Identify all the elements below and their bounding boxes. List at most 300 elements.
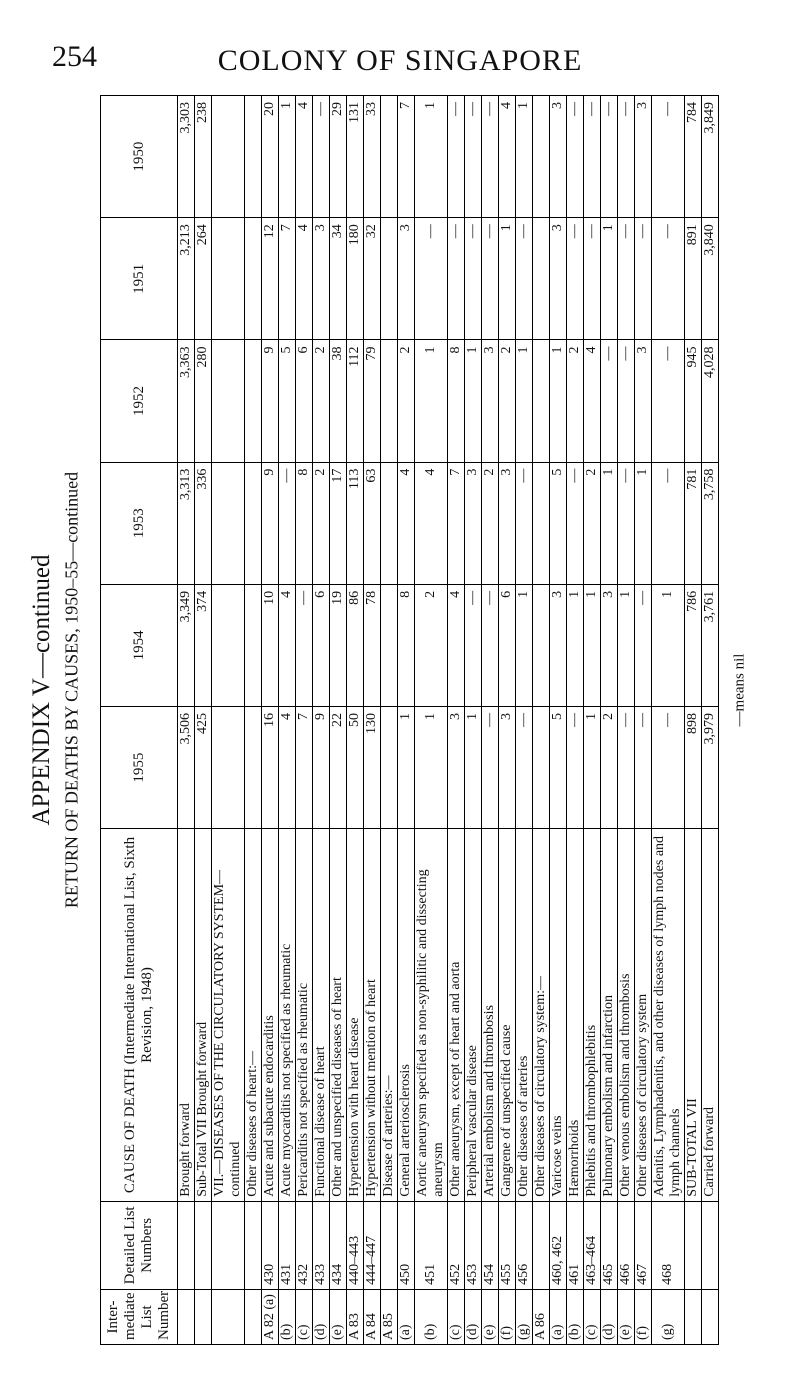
value-cell: 3,506 (178, 707, 195, 829)
value-cell: 4 (279, 707, 296, 829)
value-cell (245, 340, 262, 462)
intermediate-number-cell: (g) (516, 1289, 533, 1344)
value-cell (533, 218, 550, 340)
value-cell (381, 462, 398, 584)
intermediate-number-cell: (c) (584, 1289, 601, 1344)
value-cell: 1 (567, 584, 584, 706)
table-row (398, 96, 415, 1345)
value-cell: 2 (482, 462, 499, 584)
value-cell: — (448, 218, 465, 340)
value-cell: 3,761 (702, 584, 719, 706)
value-cell: 29 (330, 96, 347, 218)
value-cell: 19 (330, 584, 347, 706)
value-cell: — (652, 218, 685, 340)
value-cell: 1 (652, 584, 685, 706)
detailed-list-cell: 455 (499, 1201, 516, 1289)
intermediate-number-cell: A 85 (381, 1289, 398, 1344)
appendix-title: APPENDIX V—continued (28, 554, 55, 826)
value-cell: 3 (313, 218, 330, 340)
detailed-list-cell (178, 1201, 195, 1289)
value-cell: 86 (347, 584, 364, 706)
table-row (635, 96, 652, 1345)
value-cell (381, 340, 398, 462)
value-cell: 180 (347, 218, 364, 340)
table-row (550, 96, 567, 1345)
value-cell: — (635, 707, 652, 829)
intermediate-number-cell: (b) (279, 1289, 296, 1344)
cause-cell: Gangrene of unspecified cause (499, 829, 516, 1202)
value-cell (212, 340, 245, 462)
detailed-list-cell (195, 1201, 212, 1289)
value-cell: 3,363 (178, 340, 195, 462)
value-cell: — (635, 218, 652, 340)
value-cell: 1 (584, 707, 601, 829)
value-cell: 3 (601, 584, 618, 706)
value-cell: 784 (685, 96, 702, 218)
value-cell: 6 (296, 340, 313, 462)
cause-cell: Phlebitis and thrombophlebitis (584, 829, 601, 1202)
value-cell: — (465, 584, 482, 706)
page-number: 254 (52, 40, 97, 73)
intermediate-number-cell: (a) (398, 1289, 415, 1344)
value-cell: 3 (550, 96, 567, 218)
value-cell: 63 (364, 462, 381, 584)
table-row (499, 96, 516, 1345)
value-cell: 425 (195, 707, 212, 829)
value-cell (381, 96, 398, 218)
intermediate-number-cell: (d) (601, 1289, 618, 1344)
value-cell: 4 (296, 96, 313, 218)
value-cell: 16 (262, 707, 279, 829)
value-cell: 374 (195, 584, 212, 706)
detailed-list-cell: 440–443 (347, 1201, 364, 1289)
cause-cell: Varicose veins (550, 829, 567, 1202)
value-cell: 1 (465, 340, 482, 462)
value-cell: — (567, 707, 584, 829)
table-row (296, 96, 313, 1345)
detailed-list-cell: 456 (516, 1201, 533, 1289)
value-cell: — (482, 96, 499, 218)
cause-cell: Other diseases of circulatory system (635, 829, 652, 1202)
value-cell: 336 (195, 462, 212, 584)
intermediate-number-cell (245, 1289, 262, 1344)
deaths-table (100, 95, 719, 1345)
value-cell: — (567, 218, 584, 340)
table-row (584, 96, 601, 1345)
value-cell: 1 (516, 96, 533, 218)
value-cell: 131 (347, 96, 364, 218)
value-cell: 78 (364, 584, 381, 706)
intermediate-number-cell: A 82 (a) (262, 1289, 279, 1344)
table-row (279, 96, 296, 1345)
cause-cell: Other venous embolism and thrombosis (618, 829, 635, 1202)
value-cell: 9 (262, 340, 279, 462)
header-detailed-list: Detailed List Numbers (101, 1201, 178, 1289)
cause-cell: Pericarditis not specified as rheumatic (296, 829, 313, 1202)
intermediate-number-cell: (c) (296, 1289, 313, 1344)
intermediate-number-cell (685, 1289, 702, 1344)
value-cell: 12 (262, 218, 279, 340)
detailed-list-cell: 467 (635, 1201, 652, 1289)
intermediate-number-cell (178, 1289, 195, 1344)
running-title: COLONY OF SINGAPORE (217, 44, 583, 77)
cause-cell: Brought forward (178, 829, 195, 1202)
value-cell: — (448, 96, 465, 218)
table-row (313, 96, 330, 1345)
detailed-list-cell: 460, 462 (550, 1201, 567, 1289)
table-row (212, 96, 245, 1345)
value-cell: 2 (415, 584, 448, 706)
value-cell: — (601, 96, 618, 218)
cause-cell: Acute and subacute endocarditis (262, 829, 279, 1202)
value-cell: 6 (499, 584, 516, 706)
value-cell (381, 218, 398, 340)
intermediate-number-cell: (f) (635, 1289, 652, 1344)
detailed-list-cell: 431 (279, 1201, 296, 1289)
value-cell: — (601, 340, 618, 462)
value-cell: 2 (313, 462, 330, 584)
cause-cell: Arterial embolism and thrombosis (482, 829, 499, 1202)
value-cell: 32 (364, 218, 381, 340)
value-cell: — (516, 462, 533, 584)
header-year: 1950 (101, 96, 178, 218)
table-row (347, 96, 364, 1345)
table-row (618, 96, 635, 1345)
cause-cell: Acute myocarditis not specified as rheumatic (279, 829, 296, 1202)
value-cell (533, 584, 550, 706)
value-cell: — (279, 462, 296, 584)
detailed-list-cell (685, 1201, 702, 1289)
value-cell: 9 (262, 462, 279, 584)
intermediate-number-cell: (b) (567, 1289, 584, 1344)
cause-cell: Functional disease of heart (313, 829, 330, 1202)
value-cell: 1 (618, 584, 635, 706)
intermediate-number-cell: (c) (448, 1289, 465, 1344)
value-cell: 3,313 (178, 462, 195, 584)
value-cell: 4 (279, 584, 296, 706)
value-cell: — (567, 96, 584, 218)
detailed-list-cell: 465 (601, 1201, 618, 1289)
table-row (262, 96, 279, 1345)
value-cell: 3,349 (178, 584, 195, 706)
table-row (601, 96, 618, 1345)
value-cell: 8 (296, 462, 313, 584)
value-cell: — (482, 707, 499, 829)
value-cell: 3 (499, 462, 516, 584)
value-cell: 17 (330, 462, 347, 584)
value-cell: 898 (685, 707, 702, 829)
value-cell (245, 707, 262, 829)
value-cell (212, 584, 245, 706)
value-cell: 3 (398, 218, 415, 340)
value-cell: — (618, 340, 635, 462)
detailed-list-cell: 466 (618, 1201, 635, 1289)
table-row (702, 96, 719, 1345)
table-row (685, 96, 702, 1345)
intermediate-number-cell: (b) (415, 1289, 448, 1344)
intermediate-number-cell: (e) (482, 1289, 499, 1344)
value-cell: — (482, 218, 499, 340)
value-cell: 2 (567, 340, 584, 462)
value-cell: 5 (550, 707, 567, 829)
rotated-table (100, 95, 717, 1345)
value-cell: 3 (550, 218, 567, 340)
value-cell: 2 (584, 462, 601, 584)
table-row (516, 96, 533, 1345)
intermediate-number-cell: (d) (313, 1289, 330, 1344)
value-cell: — (584, 218, 601, 340)
cause-cell: Other diseases of circulatory system:— (533, 829, 550, 1202)
detailed-list-cell: 452 (448, 1201, 465, 1289)
value-cell: 781 (685, 462, 702, 584)
cause-cell: Sub-Total VII Brought forward (195, 829, 212, 1202)
table-frame (100, 95, 717, 1345)
value-cell: — (465, 96, 482, 218)
value-cell (533, 462, 550, 584)
intermediate-number-cell: (e) (330, 1289, 347, 1344)
detailed-list-cell: 468 (652, 1201, 685, 1289)
value-cell: — (584, 96, 601, 218)
intermediate-number-cell: A 86 (533, 1289, 550, 1344)
cause-cell: General arteriosclerosis (398, 829, 415, 1202)
table-row (482, 96, 499, 1345)
cause-cell: SUB-TOTAL VII (685, 829, 702, 1202)
value-cell: 1 (279, 96, 296, 218)
value-cell: 3 (482, 340, 499, 462)
intermediate-number-cell: (f) (499, 1289, 516, 1344)
value-cell: — (465, 218, 482, 340)
value-cell: 4 (296, 218, 313, 340)
cause-cell: Adenitis, Lymphadenitis, and other diseases of lymph nodes and lymph channels (652, 829, 685, 1202)
value-cell: 3,303 (178, 96, 195, 218)
value-cell: 3 (499, 707, 516, 829)
detailed-list-cell: 450 (398, 1201, 415, 1289)
value-cell (533, 707, 550, 829)
value-cell: 1 (601, 218, 618, 340)
value-cell: 280 (195, 340, 212, 462)
header-year: 1955 (101, 707, 178, 829)
detailed-list-cell: 433 (313, 1201, 330, 1289)
cause-cell: Aortic aneurysm specified as non-syphilitic and dissecting aneurysm (415, 829, 448, 1202)
value-cell: 3 (635, 340, 652, 462)
value-cell: 786 (685, 584, 702, 706)
table-row (448, 96, 465, 1345)
value-cell: 4 (398, 462, 415, 584)
table-row (245, 96, 262, 1345)
value-cell: — (618, 96, 635, 218)
value-cell: 264 (195, 218, 212, 340)
value-cell: 9 (313, 707, 330, 829)
detailed-list-cell: 454 (482, 1201, 499, 1289)
value-cell: — (415, 218, 448, 340)
value-cell: 3,979 (702, 707, 719, 829)
footnote: —means nil (731, 653, 748, 727)
detailed-list-cell: 451 (415, 1201, 448, 1289)
value-cell: 1 (415, 340, 448, 462)
detailed-list-cell: 444–447 (364, 1201, 381, 1289)
value-cell: 1 (415, 707, 448, 829)
value-cell: 2 (398, 340, 415, 462)
detailed-list-cell: 453 (465, 1201, 482, 1289)
intermediate-number-cell: (a) (550, 1289, 567, 1344)
value-cell: 3,758 (702, 462, 719, 584)
value-cell: — (567, 462, 584, 584)
value-cell: 1 (516, 340, 533, 462)
header-year: 1954 (101, 584, 178, 706)
value-cell (212, 462, 245, 584)
cause-cell: Carried forward (702, 829, 719, 1202)
value-cell: 3,213 (178, 218, 195, 340)
value-cell: 33 (364, 96, 381, 218)
value-cell: — (296, 584, 313, 706)
value-cell (533, 96, 550, 218)
table-row (567, 96, 584, 1345)
detailed-list-cell: 461 (567, 1201, 584, 1289)
value-cell: 238 (195, 96, 212, 218)
value-cell: 3,840 (702, 218, 719, 340)
cause-cell: Other aneurysm, except of heart and aorta (448, 829, 465, 1202)
value-cell: — (652, 96, 685, 218)
table-row (330, 96, 347, 1345)
value-cell: 7 (279, 218, 296, 340)
value-cell: 1 (465, 707, 482, 829)
value-cell (533, 340, 550, 462)
intermediate-number-cell: (g) (652, 1289, 685, 1344)
table-title: RETURN OF DEATHS BY CAUSES, 1950–55—continued (61, 471, 82, 909)
intermediate-number-cell (212, 1289, 245, 1344)
value-cell: — (516, 707, 533, 829)
value-cell: 6 (313, 584, 330, 706)
value-cell: 4 (584, 340, 601, 462)
table-row (415, 96, 448, 1345)
value-cell: 130 (364, 707, 381, 829)
intermediate-number-cell: (d) (465, 1289, 482, 1344)
value-cell: 3,849 (702, 96, 719, 218)
value-cell: 1 (550, 340, 567, 462)
table-row (381, 96, 398, 1345)
cause-cell: VII.—DISEASES OF THE CIRCULATORY SYSTEM—continued (212, 829, 245, 1202)
value-cell: 8 (448, 340, 465, 462)
value-cell: 945 (685, 340, 702, 462)
value-cell: — (652, 462, 685, 584)
value-cell: 5 (279, 340, 296, 462)
table-row (533, 96, 550, 1345)
value-cell: 891 (685, 218, 702, 340)
header-year: 1951 (101, 218, 178, 340)
value-cell (245, 96, 262, 218)
cause-cell: Pulmonary embolism and infarction (601, 829, 618, 1202)
table-row (465, 96, 482, 1345)
value-cell: 4 (448, 584, 465, 706)
value-cell: 50 (347, 707, 364, 829)
detailed-list-cell (245, 1201, 262, 1289)
value-cell: 1 (516, 584, 533, 706)
value-cell (245, 462, 262, 584)
value-cell (212, 707, 245, 829)
value-cell: 5 (550, 462, 567, 584)
detailed-list-cell: 434 (330, 1201, 347, 1289)
value-cell: 3 (550, 584, 567, 706)
value-cell: 34 (330, 218, 347, 340)
value-cell: 1 (415, 96, 448, 218)
value-cell: 3 (635, 96, 652, 218)
cause-cell: Hypertension without mention of heart (364, 829, 381, 1202)
value-cell: 113 (347, 462, 364, 584)
header-year: 1952 (101, 340, 178, 462)
value-cell: 2 (499, 340, 516, 462)
value-cell (212, 96, 245, 218)
value-cell: 3 (448, 707, 465, 829)
value-cell: — (618, 218, 635, 340)
value-cell: 8 (398, 584, 415, 706)
detailed-list-cell (702, 1201, 719, 1289)
value-cell: 2 (601, 707, 618, 829)
table-row (178, 96, 195, 1345)
intermediate-number-cell (195, 1289, 212, 1344)
header-cause: CAUSE OF DEATH (Intermediate International List, Sixth Revision, 1948) (101, 829, 178, 1202)
detailed-list-cell: 430 (262, 1201, 279, 1289)
cause-cell: Hypertension with heart disease (347, 829, 364, 1202)
cause-cell: Peripheral vascular disease (465, 829, 482, 1202)
value-cell: 7 (398, 96, 415, 218)
value-cell: 22 (330, 707, 347, 829)
value-cell (245, 218, 262, 340)
value-cell: 1 (601, 462, 618, 584)
detailed-list-cell (381, 1201, 398, 1289)
value-cell: 79 (364, 340, 381, 462)
value-cell: 1 (635, 462, 652, 584)
value-cell: 4 (415, 462, 448, 584)
value-cell: 2 (313, 340, 330, 462)
value-cell: — (313, 96, 330, 218)
value-cell: 7 (448, 462, 465, 584)
detailed-list-cell: 432 (296, 1201, 313, 1289)
value-cell (381, 584, 398, 706)
detailed-list-cell: 463–464 (584, 1201, 601, 1289)
value-cell: — (652, 707, 685, 829)
value-cell: 38 (330, 340, 347, 462)
intermediate-number-cell (702, 1289, 719, 1344)
value-cell: — (516, 218, 533, 340)
table-body (178, 96, 719, 1345)
header-row (101, 96, 178, 1345)
value-cell: 1 (499, 218, 516, 340)
value-cell (245, 584, 262, 706)
value-cell: — (618, 462, 635, 584)
header-intermediate-number: Inter-mediate List Number (101, 1289, 178, 1344)
table-row (652, 96, 685, 1345)
table-row (195, 96, 212, 1345)
value-cell: 3 (465, 462, 482, 584)
value-cell: — (618, 707, 635, 829)
value-cell: 4 (499, 96, 516, 218)
value-cell: 1 (398, 707, 415, 829)
value-cell: — (635, 584, 652, 706)
value-cell: — (482, 584, 499, 706)
value-cell: 112 (347, 340, 364, 462)
value-cell: 7 (296, 707, 313, 829)
detailed-list-cell (533, 1201, 550, 1289)
intermediate-number-cell: A 84 (364, 1289, 381, 1344)
detailed-list-cell (212, 1201, 245, 1289)
cause-cell: Hæmorrhoids (567, 829, 584, 1202)
value-cell (212, 218, 245, 340)
value-cell: — (652, 340, 685, 462)
cause-cell: Other diseases of arteries (516, 829, 533, 1202)
cause-cell: Other and unspecified diseases of heart (330, 829, 347, 1202)
value-cell (381, 707, 398, 829)
cause-cell: Other diseases of heart:— (245, 829, 262, 1202)
